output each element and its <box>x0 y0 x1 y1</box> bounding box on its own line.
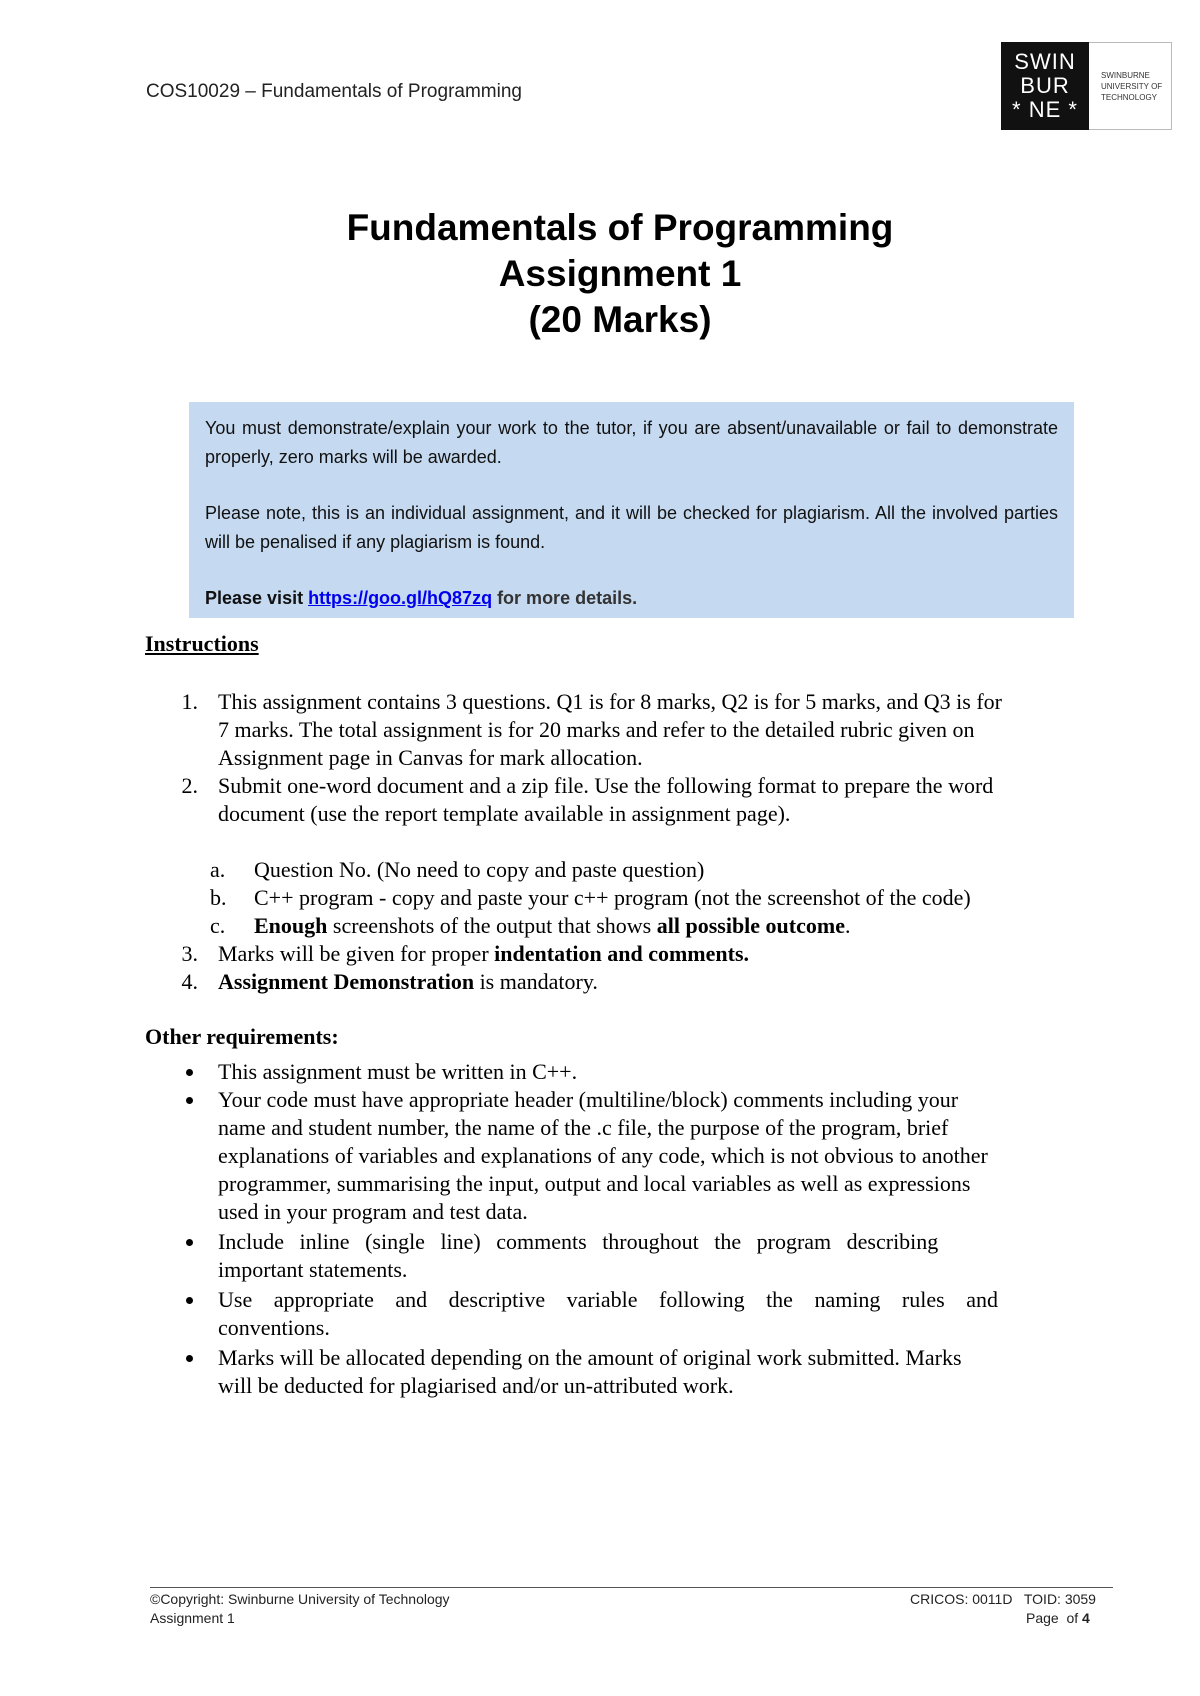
instruction-line: 7 marks. The total assignment is for 20 marks and refer to the detailed rubric given on <box>218 717 975 742</box>
logo-wordmark <box>1089 42 1172 130</box>
title-line-3: (20 Marks) <box>528 299 712 340</box>
bullet-line: programmer, summarising the input, output and local variables as well as expressions <box>218 1171 971 1196</box>
bullet-icon <box>186 1097 193 1104</box>
visit-prefix: Please visit <box>205 588 309 608</box>
sub-item-text: C++ program - copy and paste your c++ program (not the screenshot of the code) <box>254 885 971 910</box>
other-requirements-heading: Other requirements: <box>145 1024 339 1049</box>
bullet-icon <box>186 1069 193 1076</box>
footer-copyright: ©Copyright: Swinburne University of Technology <box>150 1591 450 1607</box>
item4-bold: Assignment Demonstration <box>218 969 475 994</box>
bold-outcome: all possible outcome <box>656 913 845 938</box>
visit-suffix: for more details. <box>492 588 638 608</box>
notice-visit <box>205 584 1058 613</box>
footer-page-number <box>1026 1610 1090 1626</box>
instruction-line: Assignment page in Canvas for mark allocation. <box>218 745 643 770</box>
bullet-icon <box>186 1239 193 1246</box>
notice-box <box>189 402 1074 618</box>
bullet-icon <box>186 1355 193 1362</box>
bullet-line: Include inline (single line) comments throughout the program describing <box>218 1229 939 1254</box>
item3-text: Marks will be given for proper <box>218 941 495 966</box>
sub-item-text <box>254 912 850 940</box>
logo-line-2: BUR <box>1020 73 1070 98</box>
instruction-line <box>218 940 749 968</box>
item3-bold: indentation and comments. <box>494 941 750 966</box>
bullet-line: Your code must have appropriate header (multiline/block) comments including your <box>218 1087 959 1112</box>
bullet-line: This assignment must be written in C++. <box>218 1059 578 1084</box>
details-link[interactable]: https://goo.gl/hQ87zq <box>308 588 493 608</box>
sub-item-letter: b. <box>210 885 227 910</box>
bullet-line: explanations of variables and explanations of any code, which is not obvious to another <box>218 1143 988 1168</box>
logo-text-2: UNIVERSITY OF <box>1101 81 1163 91</box>
sub-item-end: . <box>844 913 851 938</box>
bullet-line: Marks will be allocated depending on the amount of original work submitted. Marks <box>218 1345 962 1370</box>
logo-mark <box>1001 42 1089 130</box>
page-total: 4 <box>1082 1610 1090 1626</box>
university-logo <box>1001 42 1172 130</box>
footer-divider <box>150 1587 1113 1588</box>
bullet-line: conventions. <box>218 1315 330 1340</box>
logo-text-1: SWINBURNE <box>1101 70 1150 80</box>
bullet-line: name and student number, the name of the .c file, the purpose of the program, brief <box>218 1115 949 1140</box>
bullet-icon <box>186 1297 193 1304</box>
sub-item-mid: screenshots of the output that shows <box>327 913 657 938</box>
item4-text: is mandatory. <box>474 969 598 994</box>
page-title <box>0 205 1200 343</box>
title-line-1: Fundamentals of Programming <box>346 207 894 248</box>
instruction-line <box>218 968 598 996</box>
page-prefix: Page of <box>1026 1610 1083 1626</box>
logo-text-3: TECHNOLOGY <box>1101 92 1158 102</box>
bullet-line: Use appropriate and descriptive variable following the naming rules and <box>218 1287 998 1312</box>
course-header: COS10029 – Fundamentals of Programming <box>146 81 522 102</box>
instruction-number: 4. <box>181 969 198 994</box>
footer-cricos: CRICOS: 0011D TOID: 3059 <box>910 1591 1096 1607</box>
instruction-line: document (use the report template available in assignment page). <box>218 801 791 826</box>
footer-document-name: Assignment 1 <box>150 1610 235 1626</box>
sub-item-text: Question No. (No need to copy and paste question) <box>254 857 705 882</box>
instruction-number: 2. <box>181 773 198 798</box>
bold-enough: Enough <box>254 913 328 938</box>
bullet-line: will be deducted for plagiarised and/or un-attributed work. <box>218 1373 734 1398</box>
logo-line-1: SWIN <box>1014 49 1076 74</box>
instruction-number: 1. <box>181 689 198 714</box>
title-line-2: Assignment 1 <box>498 253 742 294</box>
sub-item-letter: c. <box>210 913 226 938</box>
logo-line-3: * NE * <box>1012 97 1078 122</box>
instructions-heading: Instructions <box>145 631 259 656</box>
instruction-line: Submit one-word document and a zip file. Use the following format to prepare the word <box>218 773 994 798</box>
bullet-line: important statements. <box>218 1257 408 1282</box>
instruction-line: This assignment contains 3 questions. Q1 is for 8 marks, Q2 is for 5 marks, and Q3 is for <box>218 689 1002 714</box>
notice-paragraph-1: You must demonstrate/explain your work to the tutor, if you are absent/unavailable or fail to demonstrate properly, zero marks will be awarded. <box>205 418 1058 467</box>
sub-item-letter: a. <box>210 857 226 882</box>
notice-paragraph-2: Please note, this is an individual assignment, and it will be checked for plagiarism. All the involved parties will be penalised if any plagiarism is found. <box>205 503 1058 552</box>
instruction-number: 3. <box>181 941 198 966</box>
bullet-line: used in your program and test data. <box>218 1199 528 1224</box>
